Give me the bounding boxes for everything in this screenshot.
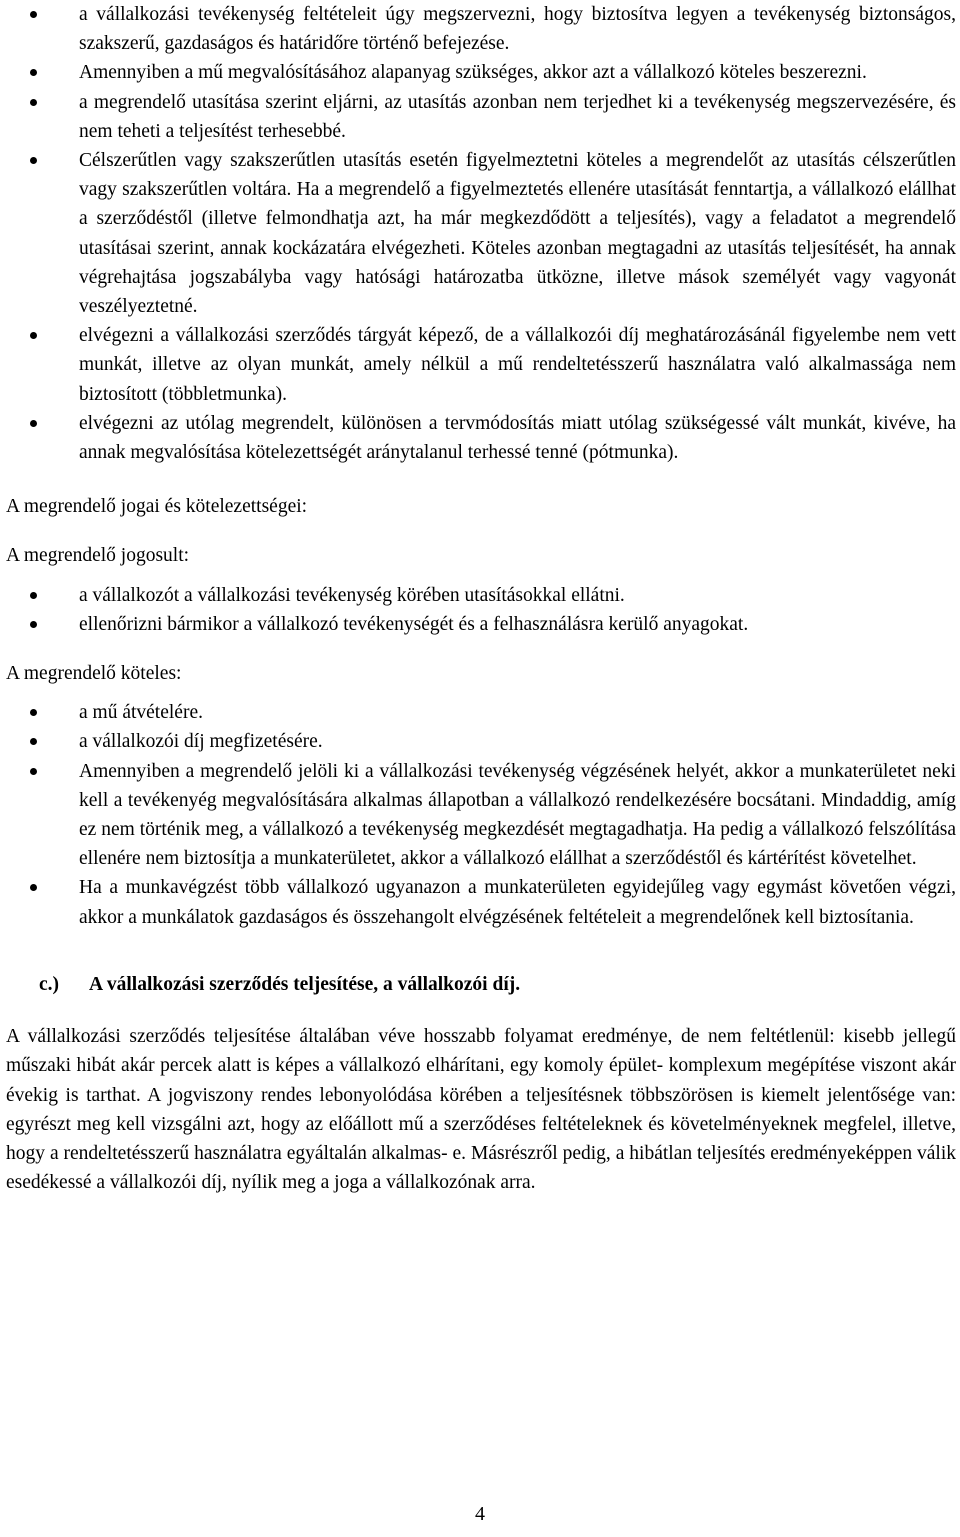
list-item (6, 610, 956, 639)
list-item (6, 321, 956, 409)
list-item-text: ellenőrizni bármikor a vállalkozó tevékenységét és a felhasználásra kerülő anyagokat. (79, 613, 749, 635)
bullet-icon (30, 738, 37, 745)
client-rights-list (6, 581, 956, 639)
bullet-icon (30, 69, 37, 76)
bullet-icon (30, 884, 37, 891)
list-item (6, 757, 956, 874)
bullet-icon (30, 420, 37, 427)
list-item-text: a vállalkozói díj megfizetésére. (79, 731, 323, 753)
page-content (6, 0, 956, 1197)
list-item-text: Célszerűtlen vagy szakszerűtlen utasítás esetén figyelmeztetni köteles a megrendelőt az utasítás célszerűtlen vagy szakszerűtlen voltára. Ha a megrendelő a figyelmeztetés ellenére utasítását fenntartja, a vállalkozó elállhat a szerződéstől (illetve felmondhatja azt, ha már megkezdődött a teljesítés), vagy a feladatot a megrendelő utasításai szerint, annak kockázatára elvégezheti. Köteles azonban megtagadni az utasítás teljesítését, ha annak végrehajtása jogszabályba vagy hatósági határozatba ütközne, illetve mások személyét vagy vagyonát veszélyeztetné. (79, 150, 956, 318)
list-item-text: a mű átvételére. (79, 702, 203, 724)
bullet-icon (30, 768, 37, 775)
list-item-text: elvégezni a vállalkozási szerződés tárgyát képező, de a vállalkozói díj meghatározásánál figyelembe nem vett munkát, illetve az olyan munkát, amely nélkül a mű rendeltetésszerű használatra való alkalmassága nem biztosított (többletmunka). (79, 325, 956, 405)
list-item (6, 0, 956, 58)
page-number: 4 (475, 1503, 485, 1525)
bullet-icon (30, 592, 37, 599)
list-item (6, 88, 956, 146)
contractor-obligations-list (6, 0, 956, 467)
heading-entitled: A megrendelő jogosult: (6, 545, 190, 567)
list-item (6, 873, 956, 931)
list-item-text: Amennyiben a mű megvalósításához alapanyag szükséges, akkor azt a vállalkozó köteles beszerezni. (79, 62, 867, 84)
list-item (6, 727, 956, 756)
bullet-icon (30, 332, 37, 339)
list-item-text: Amennyiben a megrendelő jelöli ki a vállalkozási tevékenység végzésének helyét, akkor a munkaterületet neki kell a tevékenyég megvalósítására alkalmas állapotban a vállalkozó rendelkezésére bocsátani. Mindaddig, amíg ez nem történik meg, a vállalkozó a tevékenység megkezdését megtagadhatja. Ha pedig a vállalkozó felszólítása ellenére nem biztosítja a munkaterületet, akkor a vállalkozó elállhat a szerződéstől és kártérítést követelhet. (79, 760, 956, 870)
list-item (6, 409, 956, 467)
bullet-icon (30, 99, 37, 106)
bullet-icon (30, 621, 37, 628)
section-title-text: A vállalkozási szerződés teljesítése, a vállalkozói díj. (89, 973, 521, 995)
list-item (6, 58, 956, 87)
bullet-icon (30, 709, 37, 716)
bullet-icon (30, 11, 37, 18)
list-item (6, 146, 956, 321)
heading-obliged: A megrendelő köteles: (6, 663, 182, 685)
section-label: c.) (39, 973, 60, 995)
heading-rights: A megrendelő jogai és kötelezettségei: (6, 496, 308, 518)
list-item-text: a vállalkozót a vállalkozási tevékenység körében utasításokkal ellátni. (79, 584, 625, 606)
bullet-icon (30, 157, 37, 164)
list-item-text: a vállalkozási tevékenység feltételeit úgy megszervezni, hogy biztosítva legyen a tevékenység biztonságos, szakszerű, gazdaságos és határidőre történő befejezése. (79, 4, 956, 55)
list-item-text: a megrendelő utasítása szerint eljárni, az utasítás azonban nem terjedhet ki a tevékenység megszervezésére, és nem teheti a teljesítést terhesebbé. (79, 91, 956, 142)
body-paragraph: A vállalkozási szerződés teljesítése általában véve hosszabb folyamat eredménye, de nem feltétlenül: kisebb jellegű műszaki hibát akár percek alatt is képes a vállalkozó elhárítani, egy komoly épület- komplexum megépítése viszont akár évekig is tarthat. A jogviszony rendes lebonyolódása körében a teljesítésnek többszörösen is kiemelt jelentősége van: egyrészt meg kell vizsgálni azt, hogy az előállott mű a szerződéses feltételeknek és követelményeknek megfelel, illetve, hogy a rendeltetésszerű használatra egyáltalán alkalmas- e. Másrészről pedig, a hibátlan teljesítés eredményeképpen válik esedékessé a vállalkozói díj, nyílik meg a joga a vállalkozónak arra. (6, 1026, 956, 1194)
section-c-title (6, 970, 956, 999)
client-obligations-list (6, 698, 956, 932)
list-item-text: elvégezni az utólag megrendelt, különösen a tervmódosítás miatt utólag szükségessé vált munkát, kivéve, ha annak megvalósítása kötelezettségét aránytalanul terhessé tenné (pótmunka). (79, 412, 956, 464)
list-item-text: Ha a munkavégzést több vállalkozó ugyanazon a munkaterületen egyidejűleg vagy egymást követően végzi, akkor a munkálatok gazdaságos és összehangolt elvégzésének feltételeit a megrendelőnek kell biztosítania. (79, 877, 956, 928)
list-item (6, 698, 956, 727)
list-item (6, 581, 956, 610)
